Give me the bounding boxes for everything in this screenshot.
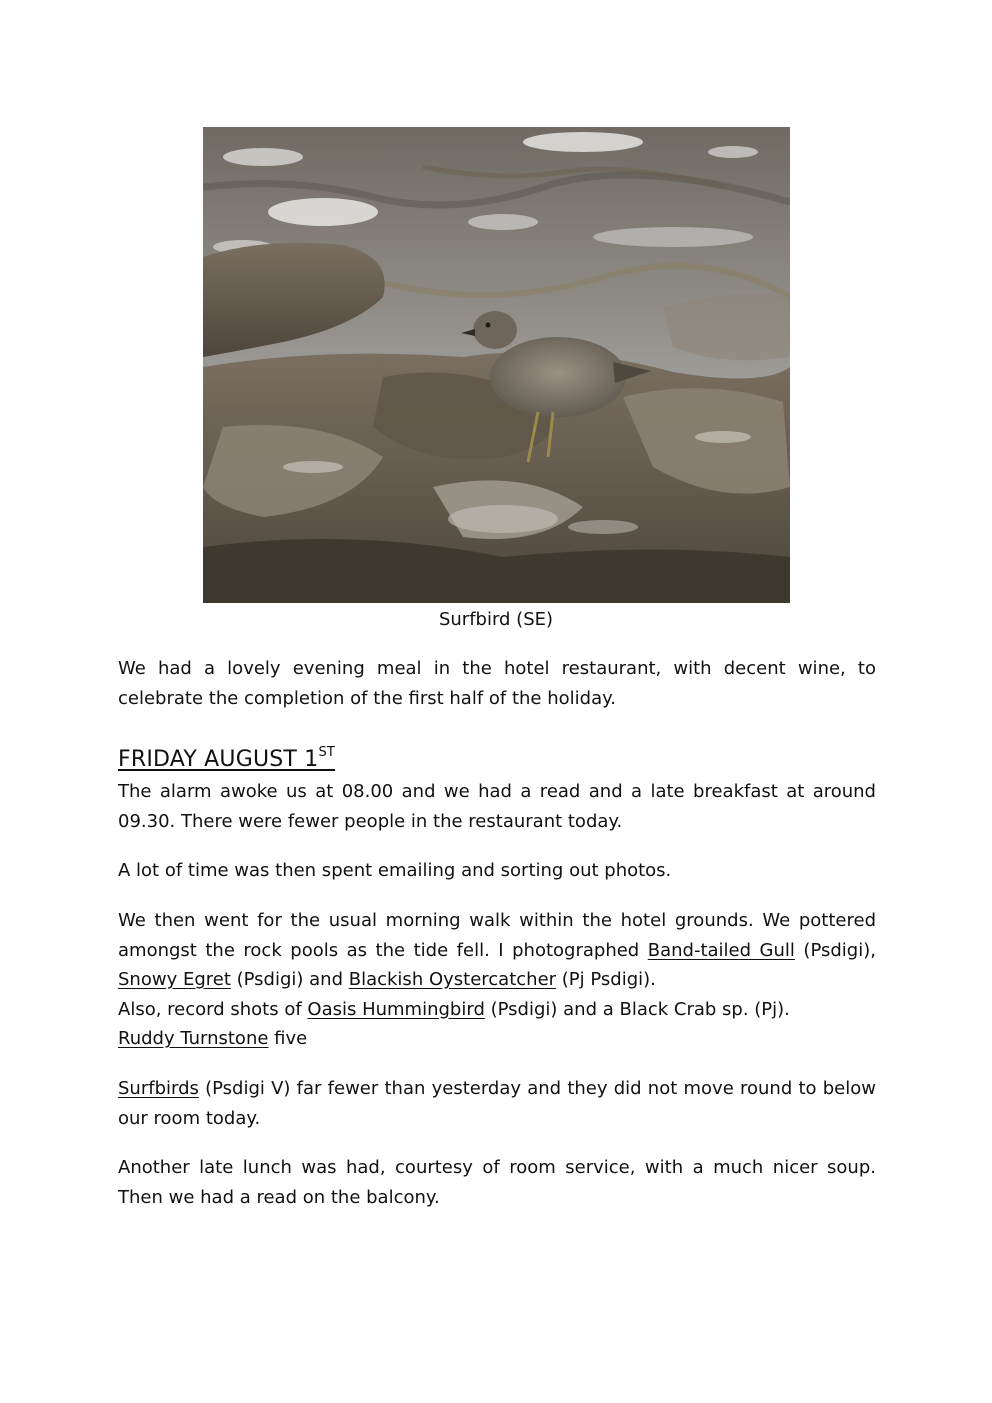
- turnstone-line: [118, 1024, 876, 1054]
- walk-text: We then went for the usual morning walk within the hotel grounds. We pottered amongst the rock pools as the tide fell. I photographed: [118, 910, 876, 961]
- day-heading-text: FRIDAY AUGUST 1: [118, 747, 319, 772]
- species-name: Surfbirds: [118, 1078, 199, 1099]
- species-name: Ruddy Turnstone: [118, 1028, 269, 1049]
- photos-paragraph: A lot of time was then spent emailing and sorting out photos.: [118, 860, 672, 881]
- species-name: Blackish Oystercatcher: [348, 969, 557, 990]
- day-heading-suffix: ST: [318, 745, 336, 760]
- day-heading: [118, 745, 335, 775]
- walk-text: five: [268, 1028, 308, 1049]
- surfbird-photo: [203, 127, 790, 603]
- alarm-paragraph: The alarm awoke us at 08.00 and we had a read and a late breakfast at around 09.30. There were fewer people in the restaurant today.: [118, 781, 876, 832]
- species-name: Band-tailed Gull: [647, 939, 795, 961]
- walk-paragraph: [118, 906, 876, 1054]
- species-name: Oasis Hummingbird: [307, 998, 485, 1020]
- walk-text: (Psdigi) and a Black Crab sp. (Pj).: [484, 998, 790, 1020]
- walk-text: Also, record shots of: [118, 998, 308, 1020]
- intro-paragraph: We had a lovely evening meal in the hotel restaurant, with decent wine, to celebrate the completion of the first half of the holiday.: [118, 658, 876, 709]
- walk-text: (Psdigi) and: [230, 969, 349, 990]
- record-shots-line: [118, 995, 876, 1025]
- walk-text: (Pj Psdigi).: [556, 969, 656, 990]
- surfbirds-text: (Psdigi V) far fewer than yesterday and they did not move round to below our room today.: [118, 1078, 876, 1129]
- walk-text: (Psdigi),: [794, 939, 876, 961]
- lunch-paragraph: Another late lunch was had, courtesy of room service, with a much nicer soup. Then we had a read on the balcony.: [118, 1157, 876, 1208]
- surfbirds-paragraph: [118, 1074, 876, 1133]
- photo-caption: Surfbird (SE): [438, 609, 554, 630]
- species-name: Snowy Egret: [118, 969, 231, 990]
